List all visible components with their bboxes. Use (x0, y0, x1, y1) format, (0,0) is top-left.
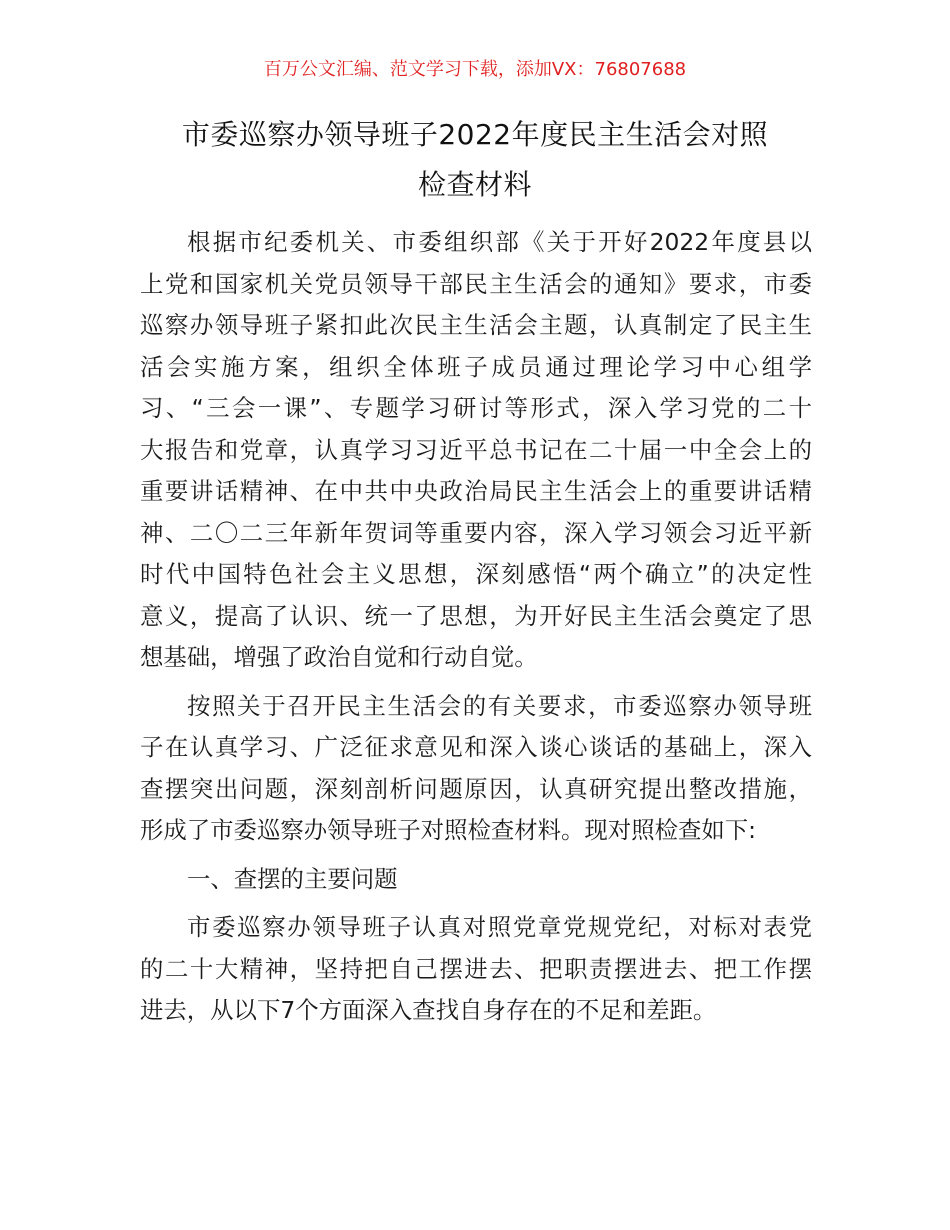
text-line: 查摆突出问题，深刻剖析问题原因，认真研究提出整改措施， (140, 774, 812, 803)
text-line: 按照关于召开民主生活会的有关要求，市委巡察办领导班 (187, 691, 812, 720)
text-line: 上党和国家机关党员领导干部民主生活会的通知》要求，市委 (140, 269, 812, 298)
text-line: 重要讲话精神、在中共中央政治局民主生活会上的重要讲话精 (140, 477, 812, 505)
title-line: 市委巡察办领导班子2022年度民主生活会对照 (181, 118, 769, 151)
text-line: 形成了市委巡察办领导班子对照检查材料。现对照检查如下: (140, 816, 757, 844)
text-line: 巡察办领导班子紧扣此次民主生活会主题，认真制定了民主生 (140, 311, 812, 339)
title-line: 检查材料 (417, 168, 532, 201)
text-line: 想基础，增强了政治自觉和行动自觉。 (140, 643, 538, 671)
promo-banner: 百万公文汇编、范文学习下载，添加VX：76807688 (263, 59, 687, 80)
text-line: 习、“三会一课”、专题学习研讨等形式，深入学习党的二十 (140, 394, 812, 422)
document-title (120, 110, 830, 210)
text-line: 大报告和党章，认真学习习近平总书记在二十届一中全会上的 (140, 435, 812, 464)
text-line: 市委巡察办领导班子认真对照党章党规党纪，对标对表党 (187, 913, 812, 941)
text-line: 活会实施方案，组织全体班子成员通过理论学习中心组学 (140, 352, 812, 381)
text-line: 根据市纪委机关、市委组织部《关于开好2022年度县以 (187, 228, 812, 256)
text-line: 神、二〇二三年新年贺词等重要内容，深入学习领会习近平新 (140, 518, 812, 547)
section-paragraph (140, 907, 812, 1032)
document-body (140, 222, 812, 1039)
requirements-paragraph (140, 686, 812, 852)
intro-paragraph (140, 222, 812, 679)
text-line: 进去，从以下7个方面深入查找自身存在的不足和差距。 (140, 996, 717, 1024)
text-line: 子在认真学习、广泛征求意见和深入谈心谈话的基础上，深入 (140, 733, 812, 761)
text-line: 的二十大精神，坚持把自己摆进去、把职责摆进去、把工作摆 (140, 954, 812, 983)
text-line: 时代中国特色社会主义思想，深刻感悟“两个确立”的决定性 (140, 560, 812, 588)
section-heading: 一、查摆的主要问题 (187, 864, 398, 893)
text-line: 意义，提高了认识、统一了思想，为开好民主生活会奠定了思 (140, 601, 812, 630)
